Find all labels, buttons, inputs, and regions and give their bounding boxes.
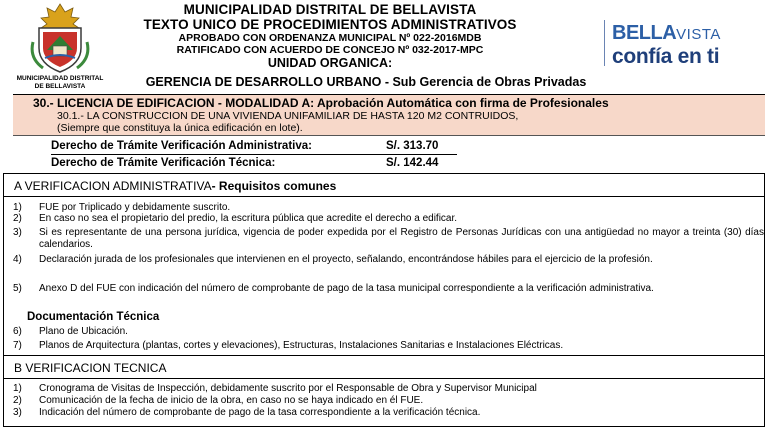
procedure-title: 30.- LICENCIA DE EDIFICACION - MODALIDAD A: Aprobación Automática con firma de Profesionales	[33, 96, 609, 110]
header-titles	[100, 2, 560, 70]
document-header	[0, 0, 768, 96]
fee-divider	[51, 154, 457, 155]
item-number: 7)	[13, 340, 22, 351]
brand-name-bold: BELLA	[612, 22, 677, 44]
item-text: Plano de Ubicación.	[39, 326, 128, 337]
item-number: 4)	[13, 254, 22, 265]
logo-caption-line2: DE BELLAVISTA	[34, 83, 86, 90]
item-number: 1)	[13, 383, 22, 394]
approval-ordinance: APROBADO CON ORDENANZA MUNICIPAL Nº 022-2016MDB	[178, 32, 482, 44]
section-a-header	[3, 173, 765, 197]
item-text: FUE por Triplicado y debidamente suscrito.	[39, 202, 231, 213]
ratification-agreement: RATIFICADO CON ACUERDO DE CONCEJO Nº 032-2017-MPC	[176, 44, 484, 56]
section-b-title: B VERIFICACION TECNICA	[14, 361, 167, 375]
fee-admin-label: Derecho de Trámite Verificación Administrativa:	[51, 140, 312, 152]
item-text: Si es representante de una persona jurídica, vigencia de poder expedida por el Registro de Personas Jurídicas con una antigüedad no mayor a treinta (30) días calendarios.	[39, 227, 764, 250]
procedure-sub-line1: 30.1.- LA CONSTRUCCION DE UNA VIVIENDA UNIFAMILIAR DE HASTA 120 M2 CONTRUIDOS,	[57, 110, 519, 122]
section-b-header	[3, 355, 765, 379]
item-text: Declaración jurada de los profesionales que intervienen en el proyecto, señalando, encontrándose hábiles para el ejercicio de la profesión.	[39, 254, 653, 265]
item-text: Anexo D del FUE con indicación del número de comprobante de pago de la tasa municipal correspondiente a la verificación administrativa.	[39, 283, 654, 294]
municipality-title: MUNICIPALIDAD DISTRITAL DE BELLAVISTA	[183, 2, 477, 17]
procedure-banner	[13, 94, 765, 136]
item-text: Indicación del número de comprobante de pago de la tasa correspondiente a la verificación técnica.	[39, 407, 481, 418]
item-number: 3)	[13, 407, 22, 418]
logo-caption-line1: MUNICIPALIDAD DISTRITAL	[16, 75, 104, 82]
fee-tech-amount: S/. 142.44	[386, 157, 439, 169]
item-number: 1)	[13, 202, 22, 213]
section-a-title-main: A VERIFICACION ADMINISTRATIVA	[14, 179, 212, 193]
organic-unit-label: UNIDAD ORGANICA:	[267, 56, 393, 70]
fee-admin	[51, 139, 439, 153]
section-a-title-rest: - Requisitos comunes	[211, 179, 337, 193]
fee-tech	[51, 156, 439, 170]
item-number: 2)	[13, 213, 22, 224]
item-number: 3)	[13, 227, 22, 238]
procedure-subtitle	[57, 110, 518, 134]
item-number: 2)	[13, 395, 22, 406]
item-number: 5)	[13, 283, 22, 294]
item-text: Planos de Arquitectura (plantas, cortes y elevaciones), Estructuras, Instalaciones Sanitarias e Instalaciones Eléctricas.	[39, 340, 564, 351]
fees-block	[13, 137, 765, 172]
item-text: Cronograma de Visitas de Inspección, debidamente suscrito por el Responsable de Obra y Supervisor Municipal	[39, 383, 537, 394]
procedure-sub-line2: (Siempre que constituya la única edificación en lote).	[57, 122, 303, 134]
fee-admin-amount: S/. 313.70	[386, 140, 439, 152]
item-text: Comunicación de la fecha de inicio de la obra, en caso no se haya indicado en él FUE.	[39, 395, 424, 406]
brand-divider	[604, 20, 605, 66]
section-a-title	[14, 179, 336, 193]
item-number: 6)	[13, 326, 22, 337]
department-name: GERENCIA DE DESARROLLO URBANO - Sub Gerencia de Obras Privadas	[145, 75, 587, 89]
fee-tech-label: Derecho de Trámite Verificación Técnica:	[51, 157, 276, 169]
coat-of-arms-icon	[29, 2, 91, 74]
brand-name	[612, 22, 762, 46]
municipal-logo	[14, 2, 106, 90]
brand-name-thin: VISTA	[676, 26, 721, 43]
brand-slogan: confía en ti	[612, 45, 720, 68]
item-text: En caso no sea el propietario del predio, la escritura pública que acredite el derecho a edificar.	[39, 213, 458, 224]
tupa-title: TEXTO UNICO DE PROCEDIMIENTOS ADMINISTRATIVOS	[143, 17, 517, 32]
technical-docs-heading: Documentación Técnica	[27, 311, 160, 323]
brand-logo	[612, 22, 762, 68]
